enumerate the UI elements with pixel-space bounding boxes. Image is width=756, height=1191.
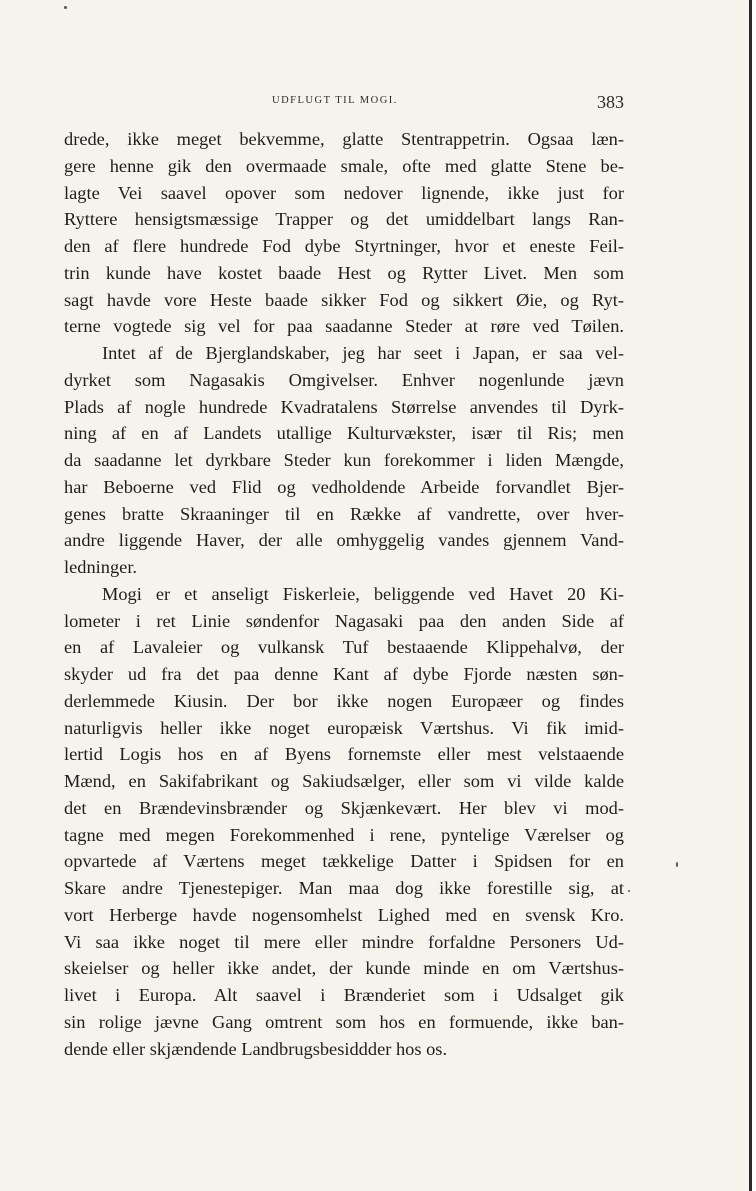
body-text bbox=[64, 126, 624, 1062]
text-line: skyder ud fra det paa denne Kant af dybe Fjorde næsten søn- bbox=[64, 664, 624, 684]
text-line: sin rolige jævne Gang omtrent som hos en formuende, ikke ban- bbox=[64, 1011, 624, 1032]
text-line: dende eller skjændende Landbrugsbesiddder hos os. bbox=[64, 1038, 448, 1059]
text-line: tagne med megen Forekommenhed i rene, pyntelige Værelser og bbox=[64, 824, 624, 845]
text-line: lometer i ret Linie søndenfor Nagasaki paa den anden Side af bbox=[64, 610, 624, 631]
text-line: sagt havde vore Heste baade sikker Fod og sikkert Øie, og Ryt- bbox=[64, 289, 624, 310]
text-line: trin kunde have kostet baade Hest og Rytter Livet. Men som bbox=[64, 262, 624, 283]
text-line: livet i Europa. Alt saavel i Brænderiet som i Udsalget gik bbox=[64, 985, 624, 1005]
text-line: lertid Logis hos en af Byens fornemste eller mest velstaaende bbox=[64, 744, 624, 765]
text-line: terne vogtede sig vel for paa saadanne Steder at røre ved Tøilen. bbox=[64, 316, 624, 337]
text-line: ning af en af Landets utallige Kulturvækster, især til Ris; men bbox=[64, 423, 624, 444]
text-line: vort Herberge havde nogensomhelst Lighed med en svensk Kro. bbox=[64, 904, 624, 925]
text-line: Plads af nogle hundrede Kvadratalens Størrelse anvendes til Dyrk- bbox=[64, 396, 624, 417]
text-line: derlemmede Kiusin. Der bor ikke nogen Europæer og findes bbox=[64, 690, 624, 711]
text-line: Vi saa ikke noget til mere eller mindre forfaldne Personers Ud- bbox=[64, 931, 624, 952]
text-line: ledninger. bbox=[64, 557, 138, 577]
text-line: naturligvis heller ikke noget europæisk Værtshus. Vi fik imid- bbox=[64, 717, 624, 738]
page-header bbox=[62, 92, 624, 122]
text-line: Intet af de Bjerglandskaber, jeg har seet i Japan, er saa vel- bbox=[102, 343, 624, 363]
text-line: genes bratte Skraaninger til en Række af vandrette, over hver- bbox=[64, 503, 624, 524]
text-line: drede, ikke meget bekvemme, glatte Stentrappetrin. Ogsaa læn- bbox=[64, 129, 624, 149]
print-speck bbox=[676, 862, 678, 867]
text-line: det en Brændevinsbrænder og Skjænkevært. Her blev vi mod- bbox=[64, 797, 624, 818]
running-head: UDFLUGT TIL MOGI. bbox=[272, 95, 398, 106]
text-line: Ryttere hensigtsmæssige Trapper og det umiddelbart langs Ran- bbox=[64, 209, 624, 230]
text-line: lagte Vei saavel opover som nedover lignende, ikke just for bbox=[64, 182, 624, 203]
text-line: har Beboerne ved Flid og vedholdende Arbeide forvandlet Bjer- bbox=[64, 476, 624, 497]
text-line: Mogi er et anseligt Fiskerleie, beliggende ved Havet 20 Ki- bbox=[102, 583, 624, 604]
text-line: gere henne gik den overmaade smale, ofte med glatte Stene be- bbox=[64, 155, 624, 176]
text-line: da saadanne let dyrkbare Steder kun forekommer i liden Mængde, bbox=[64, 450, 624, 470]
print-speck bbox=[628, 890, 630, 892]
text-line: en af Lavaleier og vulkansk Tuf bestaaende Klippehalvø, der bbox=[64, 637, 624, 658]
page-number: 383 bbox=[597, 92, 624, 112]
print-speck bbox=[64, 6, 67, 9]
text-line: Mænd, en Sakifabrikant og Sakiudsælger, eller som vi vilde kalde bbox=[64, 771, 624, 791]
text-line: den af flere hundrede Fod dybe Styrtninger, hvor et eneste Feil- bbox=[64, 236, 624, 256]
text-line: andre liggende Haver, der alle omhyggelig vandes gjennem Vand- bbox=[64, 530, 624, 551]
text-line: Skare andre Tjenestepiger. Man maa dog ikke forestille sig, at bbox=[64, 878, 624, 898]
text-line: skeielser og heller ikke andet, der kunde minde en om Værtshus- bbox=[64, 958, 624, 979]
text-line: opvartede af Værtens meget tækkelige Datter i Spidsen for en bbox=[64, 851, 624, 872]
text-line: dyrket som Nagasakis Omgivelser. Enhver nogenlunde jævn bbox=[64, 369, 624, 390]
